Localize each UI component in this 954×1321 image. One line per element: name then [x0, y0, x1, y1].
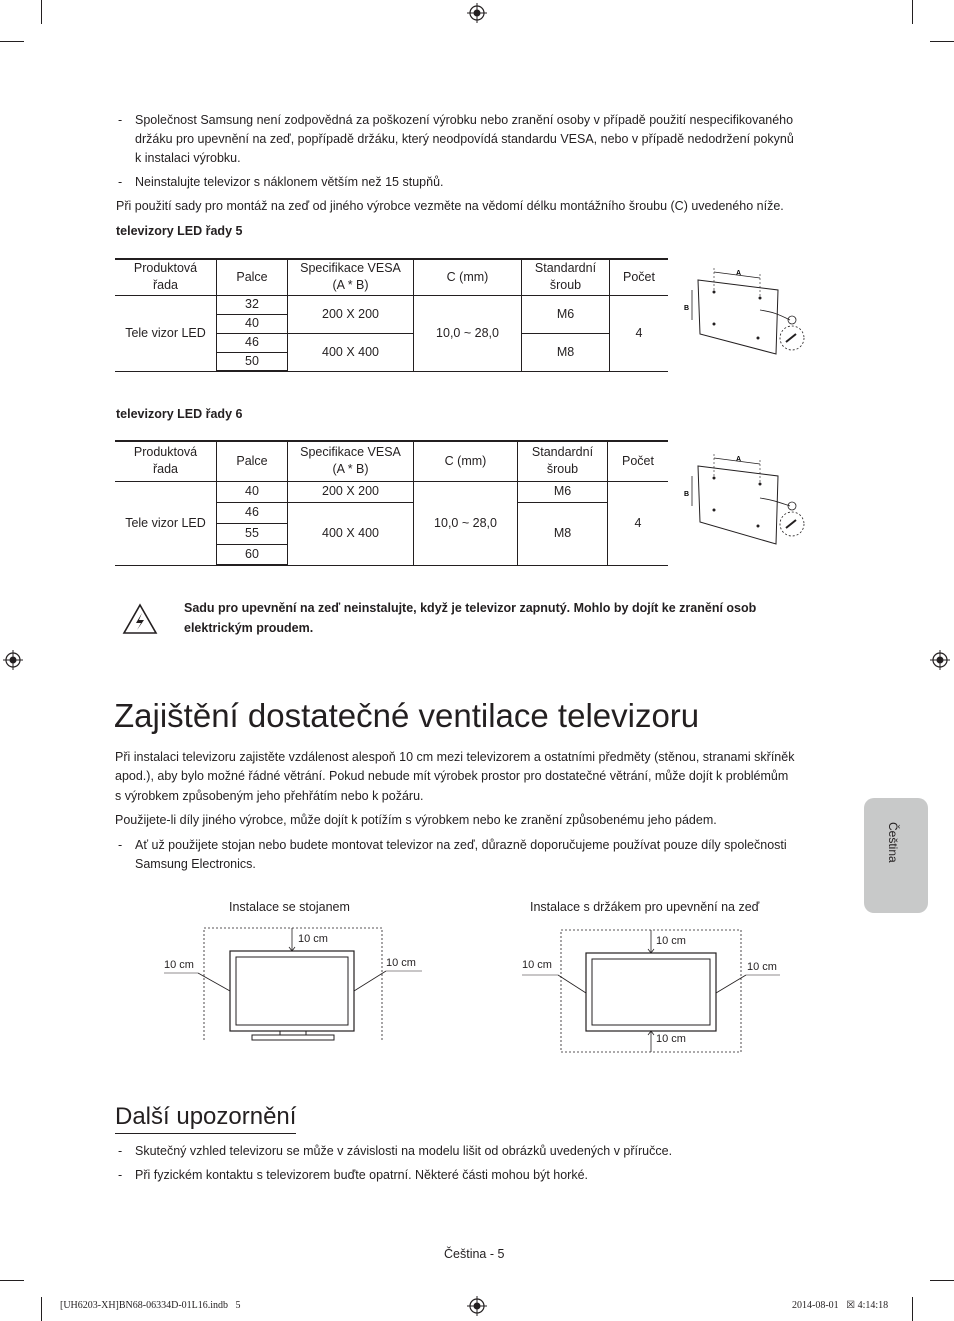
header-text: Specifikace VESA (A * B) — [300, 445, 401, 477]
bullet-dash: - — [118, 1144, 123, 1158]
table-cell: 400 X 400 — [288, 333, 414, 371]
table-cell: 4 — [610, 295, 669, 371]
header-text: Produktová řada — [133, 261, 198, 293]
table-cell: M6 — [522, 295, 610, 333]
bullet-dash: - — [118, 113, 123, 127]
bullet-text-continued: Samsung Electronics. — [135, 857, 256, 871]
table-header — [288, 259, 414, 295]
bullet-text: Společnost Samsung není zodpovědná za poškození výrobku nebo zranění osoby v případě použití nespecifikovaného — [135, 113, 794, 127]
wall-installation-diagram — [518, 925, 788, 1055]
bullet-dash: - — [118, 1168, 123, 1182]
stand-installation-caption: Instalace se stojanem — [229, 900, 350, 914]
table-cell: 200 X 200 — [288, 481, 414, 502]
bullet-dash: - — [118, 175, 123, 189]
crop-mark — [0, 1280, 24, 1281]
crop-mark — [930, 1280, 954, 1281]
table-header — [115, 259, 217, 295]
paragraph: Použijete-li díly jiného výrobce, může dojít k potížím s výrobkem nebo ke zranění způsobenému jeho pádem. — [115, 813, 717, 827]
table-header: Palce — [217, 441, 288, 481]
table-caption: televizory LED řady 5 — [116, 224, 243, 238]
footer-timestamp: 2014-08-01 ☒ 4:14:18 — [792, 1300, 889, 1311]
registration-mark-icon — [467, 3, 487, 23]
bullet-text: Skutečný vzhled televizoru se může v závislosti na modelu lišit od obrázků uvedených v příručce. — [135, 1144, 673, 1158]
table-cell: M8 — [522, 333, 610, 371]
dimension-b-label: B — [684, 305, 690, 312]
footer-file-info: [UH6203-XH]BN68-06334D-01L16.indb 5 — [60, 1300, 241, 1311]
page-number: Čeština - 5 — [444, 1247, 505, 1261]
paragraph: s výrobkem způsobeným jeho přehřátím nebo k požáru. — [115, 789, 424, 803]
table-cell: M8 — [518, 502, 608, 565]
bullet-text: Neinstalujte televizor s náklonem větším než 15 stupňů. — [135, 175, 444, 189]
language-tab-label: Čeština — [886, 822, 900, 863]
table-header — [115, 441, 217, 481]
table-cell: 50 — [217, 352, 288, 371]
stand-installation-diagram — [160, 925, 430, 1045]
warning-text-continued: elektrickým proudem. — [184, 621, 314, 635]
header-text: Standardní šroub — [534, 261, 597, 293]
registration-mark-icon — [3, 650, 23, 670]
registration-mark-icon — [930, 650, 950, 670]
subsection-title: Další upozornění — [115, 1103, 297, 1130]
table-header — [522, 259, 610, 295]
dimension-a-label: A — [736, 456, 742, 463]
language-tab — [864, 798, 928, 913]
table-cell: 46 — [217, 502, 288, 523]
crop-mark — [912, 1297, 913, 1321]
paragraph: Při použití sady pro montáž na zeď od jiného výrobce vezměte na vědomí délku montážního šroubu (C) uvedeného níže. — [116, 199, 784, 213]
table-cell: Tele vizor LED — [115, 295, 217, 371]
table-cell: 46 — [217, 333, 288, 352]
table-cell: 40 — [217, 481, 288, 502]
crop-mark — [41, 0, 42, 24]
table-header: C (mm) — [414, 259, 522, 295]
paragraph: apod.), aby bylo možné řádné větrání. Pokud nebude mít výrobek prostor pro dostatečné větrání, může dojít k problémům — [115, 769, 789, 783]
header-text: Produktová řada — [133, 445, 198, 477]
vesa-table-series-5 — [115, 258, 668, 372]
clearance-left-label: 10 cm — [522, 959, 552, 971]
clearance-right-label: 10 cm — [386, 957, 416, 969]
crop-mark — [930, 41, 954, 42]
bullet-dash: - — [118, 838, 123, 852]
clearance-left-label: 10 cm — [164, 959, 194, 971]
warning-text: Sadu pro upevnění na zeď neinstalujte, když je televizor zapnutý. Mohlo by dojít ke zranění osob — [184, 601, 757, 615]
table-cell: 4 — [608, 481, 669, 565]
vesa-table-series-6 — [115, 440, 668, 566]
crop-mark — [0, 41, 24, 42]
dimension-b-label: B — [684, 491, 690, 498]
dimension-a-label: A — [736, 270, 742, 277]
warning-icon — [122, 603, 158, 635]
table-cell: Tele vizor LED — [115, 481, 217, 565]
table-cell: M6 — [518, 481, 608, 502]
wall-mount-diagram — [678, 448, 808, 548]
bullet-text-continued: držáku pro upevnění na zeď, popřípadě držáku, který neodpovídá standardu VESA, nebo v případě nedodržení pokynů — [135, 132, 794, 146]
crop-mark — [41, 1297, 42, 1321]
wall-mount-diagram — [678, 262, 808, 362]
table-cell: 400 X 400 — [288, 502, 414, 565]
wall-installation-caption: Instalace s držákem pro upevnění na zeď — [530, 900, 760, 914]
table-cell: 40 — [217, 314, 288, 333]
table-header: C (mm) — [414, 441, 518, 481]
table-header: Palce — [217, 259, 288, 295]
table-cell: 200 X 200 — [288, 295, 414, 333]
title-underline — [115, 1133, 296, 1134]
clearance-bottom-label: 10 cm — [656, 1033, 686, 1045]
table-cell: 32 — [217, 295, 288, 314]
table-header — [288, 441, 414, 481]
clearance-right-label: 10 cm — [747, 961, 777, 973]
crop-mark — [912, 0, 913, 24]
table-header: Počet — [610, 259, 669, 295]
bullet-text-continued: k instalaci výrobku. — [135, 151, 241, 165]
header-text: Standardní šroub — [531, 445, 594, 477]
bullet-text: Ať už použijete stojan nebo budete montovat televizor na zeď, důrazně doporučujeme používat pouze díly společnosti — [135, 838, 787, 852]
clearance-top-label: 10 cm — [298, 933, 328, 945]
section-title: Zajištění dostatečné ventilace televizoru — [114, 697, 700, 734]
bullet-text: Při fyzickém kontaktu s televizorem buďte opatrní. Některé části mohou být horké. — [135, 1168, 589, 1182]
table-cell: 60 — [217, 544, 288, 565]
table-cell: 10,0 ~ 28,0 — [414, 295, 522, 371]
registration-mark-icon — [467, 1296, 487, 1316]
paragraph: Při instalaci televizoru zajistěte vzdálenost alespoň 10 cm mezi televizorem a ostatními předměty (stěnou, stranami skříněk — [115, 750, 795, 764]
table-header: Počet — [608, 441, 669, 481]
table-caption: televizory LED řady 6 — [116, 407, 243, 421]
header-text: Specifikace VESA (A * B) — [300, 261, 401, 293]
table-cell: 55 — [217, 523, 288, 544]
clearance-top-label: 10 cm — [656, 935, 686, 947]
table-cell: 10,0 ~ 28,0 — [414, 481, 518, 565]
table-header — [518, 441, 608, 481]
